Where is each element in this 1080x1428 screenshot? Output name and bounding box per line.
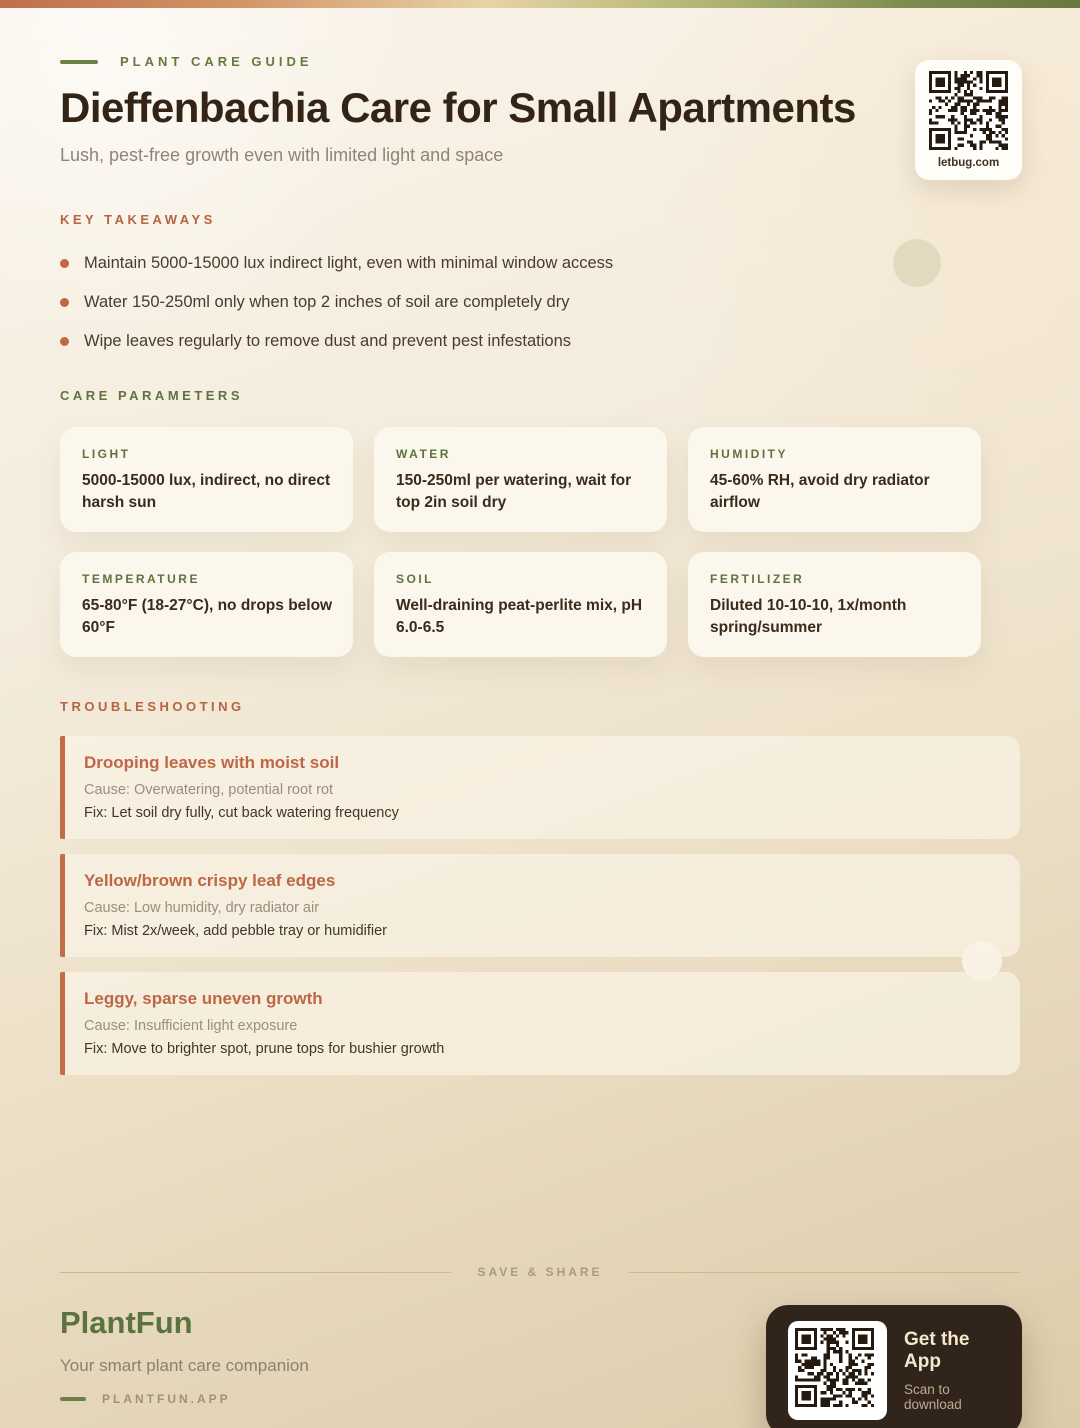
takeaway-text: Water 150-250ml only when top 2 inches of soil are completely dry [84, 293, 570, 311]
qr-card-label: letbug.com [937, 157, 1000, 169]
param-value: 5000-15000 lux, indirect, no direct harsh sun [82, 472, 331, 511]
takeaway-item [60, 253, 1020, 273]
app-card-text [904, 1329, 1004, 1412]
issue-cause: Cause: Low humidity, dry radiator air [84, 900, 320, 916]
issue-cause: Cause: Insufficient light exposure [84, 1018, 298, 1034]
divider-line [629, 1272, 1020, 1273]
takeaway-text: Maintain 5000-15000 lux indirect light, even with minimal window access [84, 254, 614, 272]
issue-card-crispy-edges [60, 854, 1020, 957]
bullet-dot-icon [60, 337, 69, 346]
param-value: 45-60% RH, avoid dry radiator airflow [710, 472, 930, 511]
get-app-card [766, 1305, 1022, 1428]
care-parameters-heading: CARE PARAMETERS [60, 388, 243, 403]
param-card-temperature [60, 552, 353, 657]
divider-label: SAVE & SHARE [477, 1265, 603, 1279]
troubleshooting-list [60, 736, 1020, 1075]
key-takeaways-heading: KEY TAKEAWAYS [60, 212, 216, 227]
takeaway-text: Wipe leaves regularly to remove dust and prevent pest infestations [84, 332, 572, 350]
top-accent-bar [0, 0, 1080, 8]
param-card-humidity [688, 427, 981, 532]
param-label: HUMIDITY [710, 447, 788, 461]
site-accent-line [60, 1397, 86, 1401]
issue-card-drooping-leaves [60, 736, 1020, 839]
param-label: FERTILIZER [710, 572, 805, 586]
bullet-dot-icon [60, 259, 69, 268]
header-eyebrow [60, 54, 1020, 69]
takeaway-item [60, 292, 1020, 312]
page-subtitle: Lush, pest-free growth even with limited light and space [60, 145, 504, 165]
issue-title: Yellow/brown crispy leaf edges [84, 871, 336, 890]
param-label: LIGHT [82, 447, 131, 461]
issue-title: Leggy, sparse uneven growth [84, 989, 323, 1008]
app-card-title: Get the App [904, 1329, 970, 1372]
save-share-divider [60, 1265, 1020, 1279]
eyebrow-accent-line [60, 60, 98, 64]
param-label: TEMPERATURE [82, 572, 200, 586]
takeaway-item [60, 331, 1020, 351]
param-value: Diluted 10-10-10, 1x/month spring/summer [710, 597, 907, 636]
page-title: Dieffenbachia Care for Small Apartments [60, 84, 856, 131]
brand-name: PlantFun [60, 1305, 193, 1340]
qr-code-app [788, 1321, 887, 1420]
qr-code-app-pattern [795, 1328, 874, 1407]
care-parameters-grid [60, 427, 981, 657]
eyebrow-label: PLANT CARE GUIDE [120, 54, 313, 69]
param-label: SOIL [396, 572, 435, 586]
troubleshooting-section [60, 699, 1020, 1075]
divider-line [60, 1272, 451, 1273]
key-takeaways-list [60, 253, 1020, 351]
issue-fix: Fix: Mist 2x/week, add pebble tray or humidifier [84, 923, 388, 939]
brand-site-url: PLANTFUN.APP [102, 1392, 231, 1406]
param-value: 65-80°F (18-27°C), no drops below 60°F [82, 597, 333, 636]
param-value: Well-draining peat-perlite mix, pH 6.0-6.5 [396, 597, 643, 636]
footer [60, 1305, 1020, 1428]
param-value: 150-250ml per watering, wait for top 2in soil dry [396, 472, 632, 511]
care-parameters-section [60, 388, 1020, 657]
troubleshooting-heading: TROUBLESHOOTING [60, 699, 245, 714]
param-card-light [60, 427, 353, 532]
issue-card-leggy-growth [60, 972, 1020, 1075]
app-card-subtitle: Scan to download [904, 1382, 962, 1412]
key-takeaways-section [60, 212, 1020, 351]
bullet-dot-icon [60, 298, 69, 307]
issue-title: Drooping leaves with moist soil [84, 753, 340, 772]
issue-cause: Cause: Overwatering, potential root rot [84, 782, 334, 798]
param-card-water [374, 427, 667, 532]
issue-fix: Fix: Move to brighter spot, prune tops for bushier growth [84, 1041, 445, 1057]
issue-fix: Fix: Let soil dry fully, cut back watering frequency [84, 805, 399, 821]
param-card-soil [374, 552, 667, 657]
brand-tagline: Your smart plant care companion [60, 1356, 309, 1375]
param-card-fertilizer [688, 552, 981, 657]
param-label: WATER [396, 447, 451, 461]
